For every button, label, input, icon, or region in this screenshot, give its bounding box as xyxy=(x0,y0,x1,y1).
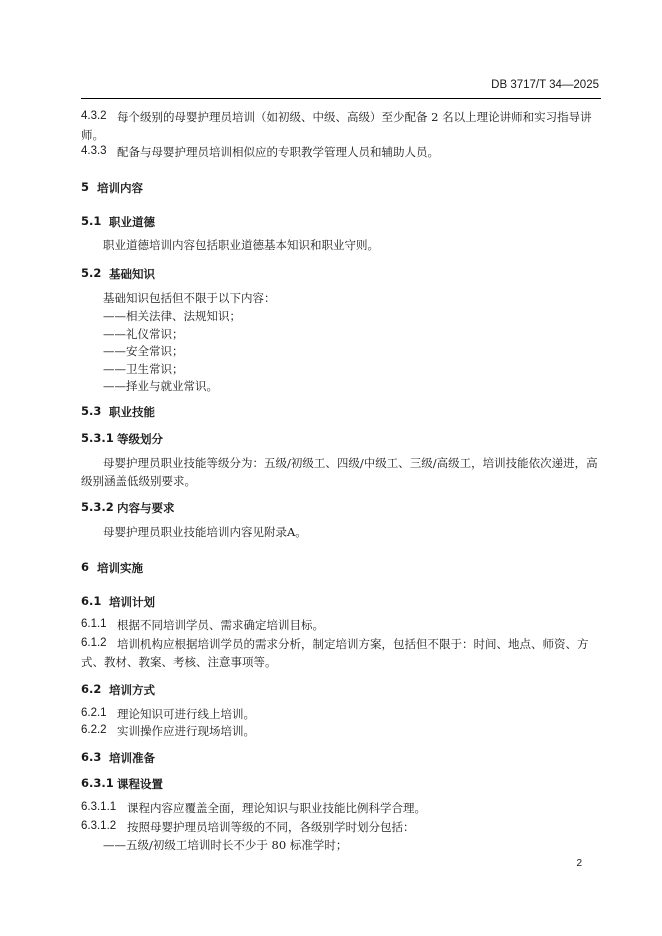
section-title: 培训实施 xyxy=(97,561,143,575)
paragraph: 职业道德培训内容包括职业道德基本知识和职业守则。 xyxy=(103,238,379,252)
clause-number: 6.3.1.2 xyxy=(81,820,117,832)
page-number: 2 xyxy=(576,858,582,869)
paragraph: 级别涵盖低级别要求。 xyxy=(81,474,196,488)
clause-number: 6.1.1 xyxy=(81,618,107,630)
list-item: ——五级/初级工培训时长不少于 80 标准学时； xyxy=(103,838,348,852)
section-number: 6 xyxy=(81,560,90,574)
section-title: 基础知识 xyxy=(109,267,155,281)
section-title: 职业道德 xyxy=(109,215,155,229)
list-item: ——礼仪常识； xyxy=(103,327,184,341)
paragraph: 基础知识包括但不限于以下内容： xyxy=(103,291,276,305)
clause-text: 式、教材、教案、考核、注意事项等。 xyxy=(81,655,277,669)
paragraph: 母婴护理员职业技能等级分为：五级/初级工、四级/中级工、三级/高级工，培训技能依次递进，高 xyxy=(103,456,598,470)
section-title: 课程设置 xyxy=(117,777,163,791)
section-number: 5 xyxy=(81,180,90,194)
list-item: ——安全常识； xyxy=(103,344,184,358)
clause-number: 4.3.3 xyxy=(81,145,107,157)
header-rule xyxy=(81,98,601,99)
clause-text: 师。 xyxy=(81,128,104,142)
section-title: 等级划分 xyxy=(117,432,163,446)
clause-text: 课程内容应覆盖全面，理论知识与职业技能比例科学合理。 xyxy=(127,801,426,815)
clause-text: 实训操作应进行现场培训。 xyxy=(117,724,255,738)
list-item: ——相关法律、法规知识； xyxy=(103,309,241,323)
section-title: 职业技能 xyxy=(109,405,155,419)
list-item: ——择业与就业常识。 xyxy=(103,379,218,393)
doc-code: DB 3717/T 34—2025 xyxy=(491,79,599,91)
section-number: 6.3.1 xyxy=(81,776,114,790)
section-number: 6.1 xyxy=(81,594,102,608)
section-number: 5.3.1 xyxy=(81,431,114,445)
clause-number: 6.2.2 xyxy=(81,724,107,736)
section-title: 培训计划 xyxy=(109,595,155,609)
clause-number: 6.2.1 xyxy=(81,707,107,719)
section-title: 内容与要求 xyxy=(117,501,175,515)
section-number: 6.3 xyxy=(81,750,102,764)
clause-text: 培训机构应根据培训学员的需求分析，制定培训方案，包括但不限于：时间、地点、师资、方 xyxy=(117,637,589,651)
clause-number: 6.3.1.1 xyxy=(81,801,117,813)
clause-text: 每个级别的母婴护理员培训（如初级、中级、高级）至少配备 2 名以上理论讲师和实习指导讲 xyxy=(117,110,592,124)
clause-number: 6.1.2 xyxy=(81,637,107,649)
section-number: 5.3.2 xyxy=(81,500,114,514)
paragraph: 母婴护理员职业技能培训内容见附录A。 xyxy=(103,525,307,539)
section-title: 培训准备 xyxy=(109,751,155,765)
section-title: 培训方式 xyxy=(109,683,155,697)
clause-text: 按照母婴护理员培训等级的不同，各级别学时划分包括： xyxy=(127,820,415,834)
section-number: 6.2 xyxy=(81,682,102,696)
section-number: 5.3 xyxy=(81,404,102,418)
clause-text: 根据不同培训学员、需求确定培训目标。 xyxy=(117,618,324,632)
clause-text: 理论知识可进行线上培训。 xyxy=(117,707,255,721)
list-item: ——卫生常识； xyxy=(103,362,184,376)
clause-number: 4.3.2 xyxy=(81,110,107,122)
section-number: 5.1 xyxy=(81,214,102,228)
clause-text: 配备与母婴护理员培训相似应的专职教学管理人员和辅助人员。 xyxy=(117,145,439,159)
section-title: 培训内容 xyxy=(97,181,143,195)
section-number: 5.2 xyxy=(81,266,102,280)
